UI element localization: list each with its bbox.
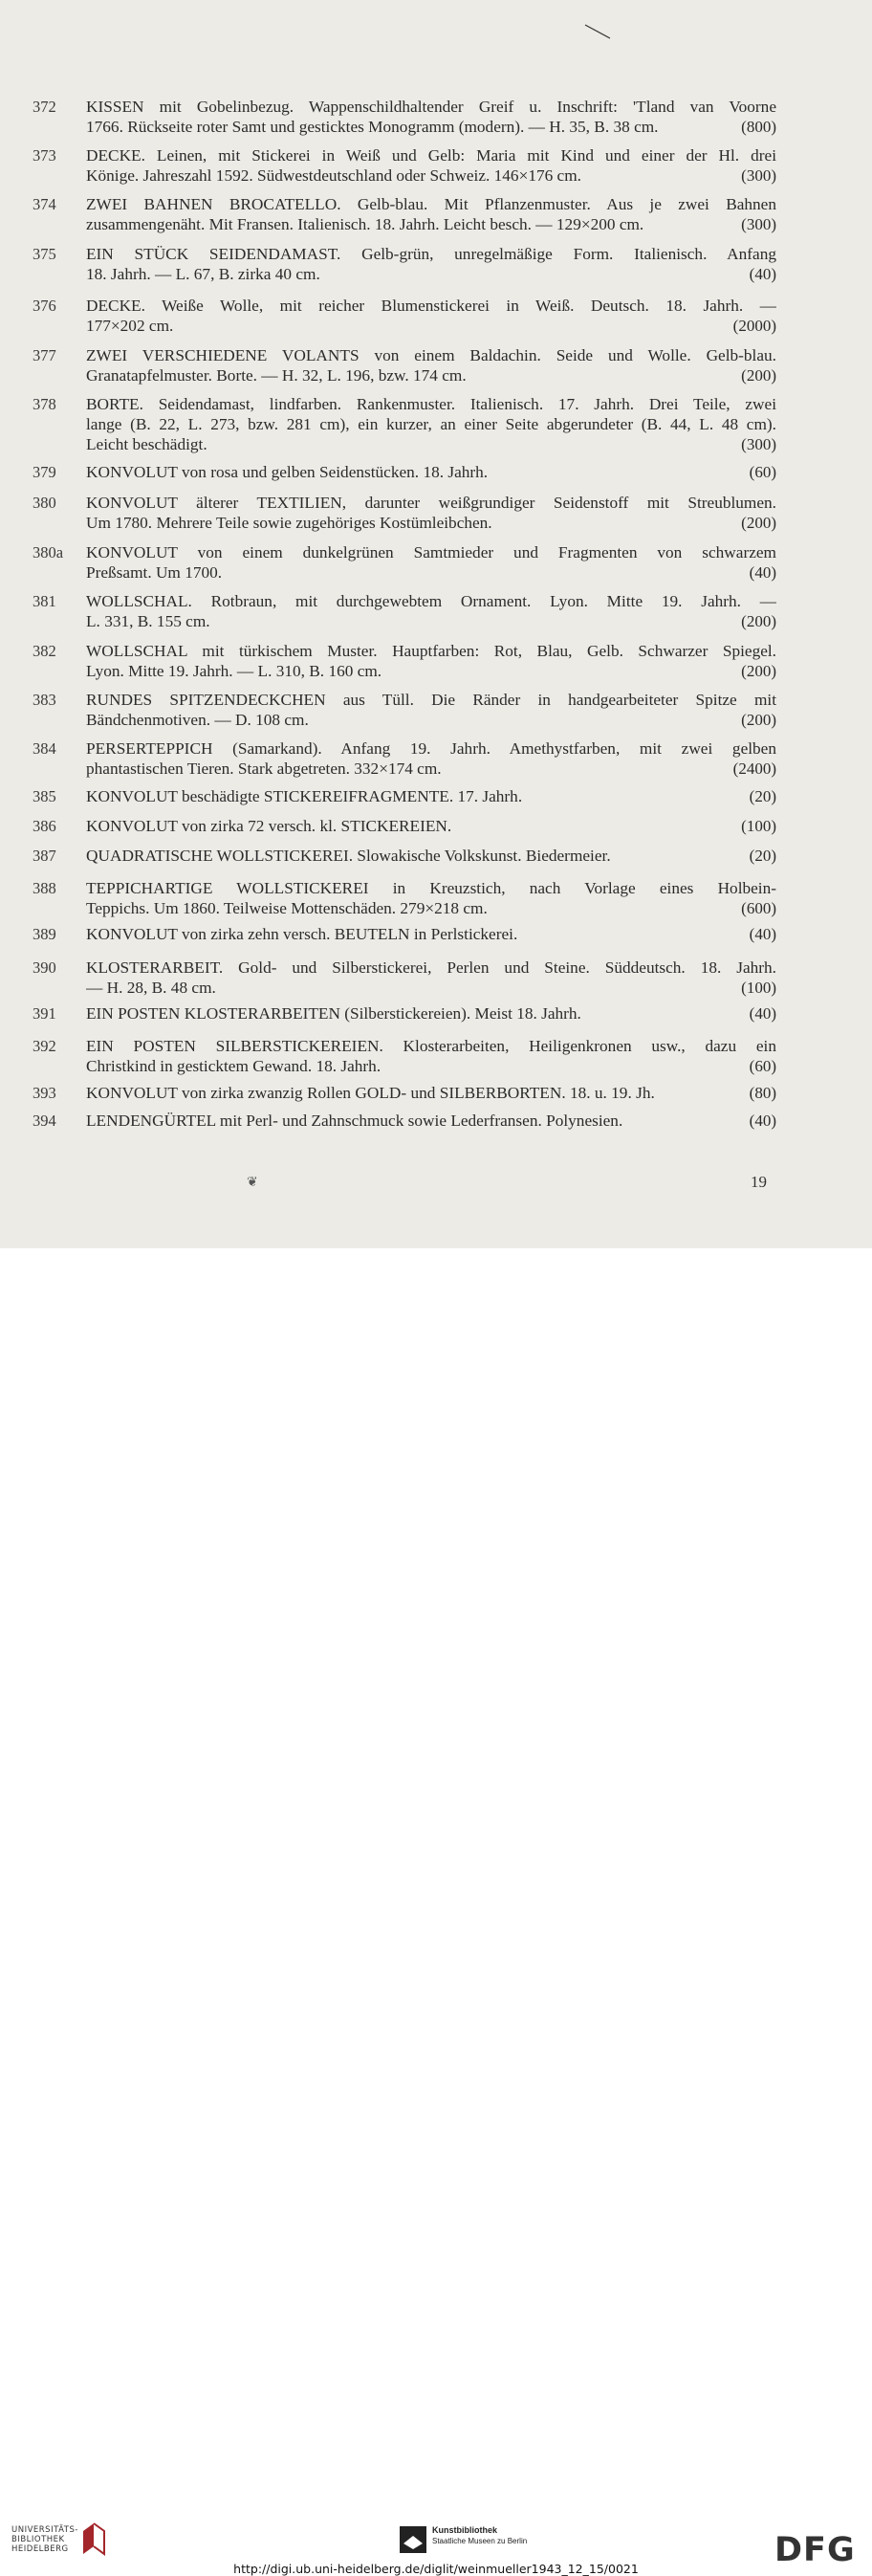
- lot-description-line: 1766. Rückseite roter Samt und gesticktes Monogramm (modern). — H. 35, B. 38 cm.: [86, 118, 659, 136]
- lot-description-line: KONVOLUT von einem dunkelgrünen Samtmieder und Fragmenten von schwarzem: [86, 543, 776, 561]
- corner-mark-icon: [583, 21, 612, 42]
- lot-estimate: (60): [744, 462, 776, 482]
- lot-description-line: Christkind in gesticktem Gewand. 18. Jahrh.: [86, 1057, 382, 1075]
- lot-number: 374: [33, 195, 56, 213]
- lot-description-line: KONVOLUT von rosa und gelben Seidenstücken. 18. Jahrh.: [86, 463, 489, 481]
- lot-estimate: (200): [735, 661, 776, 681]
- lot-estimate: (40): [744, 1111, 776, 1131]
- lot-description-line: KONVOLUT beschädigte STICKEREIFRAGMENTE. 17. Jahrh.: [86, 787, 523, 805]
- kunstbibliothek-logo-icon: [400, 2526, 426, 2553]
- lot-description-line: 177×202 cm.: [86, 317, 174, 335]
- lot-description-line: Bändchenmotiven. — D. 108 cm.: [86, 711, 309, 729]
- lot-estimate: (200): [735, 513, 776, 533]
- lot-description-line: WOLLSCHAL mit türkischem Muster. Hauptfarben: Rot, Blau, Gelb. Schwarzer Spiegel.: [86, 642, 776, 660]
- lot-description-line: Granatapfelmuster. Borte. — H. 32, L. 196, bzw. 174 cm.: [86, 366, 467, 385]
- lot-number: 378: [33, 395, 56, 413]
- lot-number: 388: [33, 879, 56, 897]
- dfg-logo: DFG: [774, 2531, 856, 2569]
- lot-description-line: Teppichs. Um 1860. Teilweise Mottenschäden. 279×218 cm.: [86, 899, 488, 917]
- lot-number: 390: [33, 958, 56, 977]
- lot-number: 385: [33, 787, 56, 805]
- lot-description-line: 18. Jahrh. — L. 67, B. zirka 40 cm.: [86, 265, 320, 283]
- lot-estimate: (40): [744, 1003, 776, 1024]
- scanned-page: [0, 0, 872, 1248]
- lot-number: 393: [33, 1084, 56, 1102]
- lot-estimate: (2400): [728, 759, 776, 779]
- lot-description-line: EIN STÜCK SEIDENDAMAST. Gelb-grün, unregelmäßige Form. Italienisch. Anfang: [86, 245, 776, 263]
- lot-estimate: (60): [744, 1056, 776, 1076]
- university-logo-icon: [80, 2521, 107, 2556]
- lot-estimate: (300): [735, 214, 776, 234]
- lot-estimate: (20): [744, 786, 776, 806]
- lot-number: 394: [33, 1112, 56, 1130]
- lot-description-line: BORTE. Seidendamast, lindfarben. Rankenmuster. Italienisch. 17. Jahrh. Drei Teile, zwei: [86, 395, 776, 413]
- lot-number: 376: [33, 297, 56, 315]
- lot-number: 382: [33, 642, 56, 660]
- lot-estimate: (200): [735, 710, 776, 730]
- lot-description-line: L. 331, B. 155 cm.: [86, 612, 210, 630]
- lot-estimate: (300): [735, 165, 776, 186]
- lot-number: 389: [33, 925, 56, 943]
- lot-estimate: (300): [735, 434, 776, 454]
- lot-estimate: (600): [735, 898, 776, 918]
- lot-estimate: (200): [735, 611, 776, 631]
- lot-description-line: ZWEI BAHNEN BROCATELLO. Gelb-blau. Mit Pflanzenmuster. Aus je zwei Bahnen: [86, 195, 776, 213]
- lot-number: 373: [33, 146, 56, 165]
- lot-estimate: (100): [735, 816, 776, 836]
- kunstbibliothek-label: Kunstbibliothek Staatliche Museen zu Berlin: [432, 2525, 528, 2545]
- lot-estimate: (100): [735, 978, 776, 998]
- lot-description-line: EIN POSTEN SILBERSTICKEREIEN. Klosterarbeiten, Heiligenkronen usw., dazu ein: [86, 1037, 776, 1055]
- lot-estimate: (40): [744, 562, 776, 583]
- lot-description-line: DECKE. Leinen, mit Stickerei in Weiß und Gelb: Maria mit Kind und einer der Hl. drei: [86, 146, 776, 165]
- lot-estimate: (80): [744, 1083, 776, 1103]
- university-logo-text: UNIVERSITÄTS- BIBLIOTHEK HEIDELBERG: [11, 2525, 78, 2554]
- lot-number: 383: [33, 691, 56, 709]
- footer: [0, 1248, 872, 2576]
- lot-description-line: TEPPICHARTIGE WOLLSTICKEREI in Kreuzstich, nach Vorlage eines Holbein-: [86, 879, 776, 897]
- lot-description-line: LENDENGÜRTEL mit Perl- und Zahnschmuck sowie Lederfransen. Polynesien.: [86, 1112, 623, 1130]
- lot-estimate: (200): [735, 365, 776, 385]
- lot-number: 380: [33, 494, 56, 512]
- lot-estimate: (800): [735, 117, 776, 137]
- lot-number: 386: [33, 817, 56, 835]
- lot-estimate: (40): [744, 264, 776, 284]
- lot-estimate: (2000): [728, 316, 776, 336]
- lot-estimate: (20): [744, 846, 776, 866]
- source-url[interactable]: http://digi.ub.uni-heidelberg.de/diglit/weinmueller1943_12_15/0021: [233, 2562, 639, 2576]
- lot-description-line: KONVOLUT älterer TEXTILIEN, darunter weißgrundiger Seidenstoff mit Streublumen.: [86, 494, 776, 512]
- lot-description-line: Könige. Jahreszahl 1592. Südwestdeutschland oder Schweiz. 146×176 cm.: [86, 166, 581, 185]
- lot-number: 372: [33, 98, 56, 116]
- lot-number: 379: [33, 463, 56, 481]
- lot-description-line: KISSEN mit Gobelinbezug. Wappenschildhaltender Greif u. Inschrift: 'Tland van Voorne: [86, 98, 776, 116]
- lot-number: 375: [33, 245, 56, 263]
- lot-description-line: Preßsamt. Um 1700.: [86, 563, 223, 582]
- lot-description-line: RUNDES SPITZENDECKCHEN aus Tüll. Die Ränder in handgearbeiteter Spitze mit: [86, 691, 776, 709]
- lot-number: 381: [33, 592, 56, 610]
- lot-description-line: EIN POSTEN KLOSTERARBEITEN (Silberstickereien). Meist 18. Jahrh.: [86, 1004, 581, 1023]
- lot-number: 391: [33, 1004, 56, 1023]
- lot-description-line: Leicht beschädigt.: [86, 435, 207, 453]
- lot-description-line: Um 1780. Mehrere Teile sowie zugehöriges Kostümleibchen.: [86, 514, 492, 532]
- lot-description-line: KONVOLUT von zirka zehn versch. BEUTELN in Perlstickerei.: [86, 925, 518, 943]
- page-number: 19: [751, 1173, 767, 1191]
- lot-description-line: — H. 28, B. 48 cm.: [86, 979, 216, 997]
- lot-number: 384: [33, 739, 56, 758]
- lot-description-line: DECKE. Weiße Wolle, mit reicher Blumenstickerei in Weiß. Deutsch. 18. Jahrh. —: [86, 297, 776, 315]
- lot-description-line: QUADRATISCHE WOLLSTICKEREI. Slowakische Volkskunst. Biedermeier.: [86, 847, 611, 865]
- ornament-icon: ❦: [247, 1175, 258, 1190]
- lot-description-line: KONVOLUT von zirka zwanzig Rollen GOLD- und SILBERBORTEN. 18. u. 19. Jh.: [86, 1084, 655, 1102]
- lot-number: 387: [33, 847, 56, 865]
- lot-description-line: phantastischen Tieren. Stark abgetreten. 332×174 cm.: [86, 760, 442, 778]
- lot-number: 380a: [33, 543, 64, 561]
- lot-description-line: ZWEI VERSCHIEDENE VOLANTS von einem Baldachin. Seide und Wolle. Gelb-blau.: [86, 346, 776, 364]
- lot-description-line: KLOSTERARBEIT. Gold- und Silberstickerei, Perlen und Steine. Süddeutsch. 18. Jahrh.: [86, 958, 776, 977]
- lot-description-line: PERSERTEPPICH (Samarkand). Anfang 19. Jahrh. Amethystfarben, mit zwei gelben: [86, 739, 776, 758]
- lot-description-line: Lyon. Mitte 19. Jahrh. — L. 310, B. 160 cm.: [86, 662, 382, 680]
- lot-number: 392: [33, 1037, 56, 1055]
- lot-estimate: (40): [744, 924, 776, 944]
- lot-description-line: zusammengenäht. Mit Fransen. Italienisch. 18. Jahrh. Leicht besch. — 129×200 cm.: [86, 215, 644, 233]
- lot-description-line: lange (B. 22, L. 273, bzw. 281 cm), ein kurzer, an einer Seite abgerundeter (B. 44, L. 48 cm).: [86, 415, 776, 433]
- lot-description-line: KONVOLUT von zirka 72 versch. kl. STICKEREIEN.: [86, 817, 452, 835]
- lot-description-line: WOLLSCHAL. Rotbraun, mit durchgewebtem Ornament. Lyon. Mitte 19. Jahrh. —: [86, 592, 776, 610]
- lot-number: 377: [33, 346, 56, 364]
